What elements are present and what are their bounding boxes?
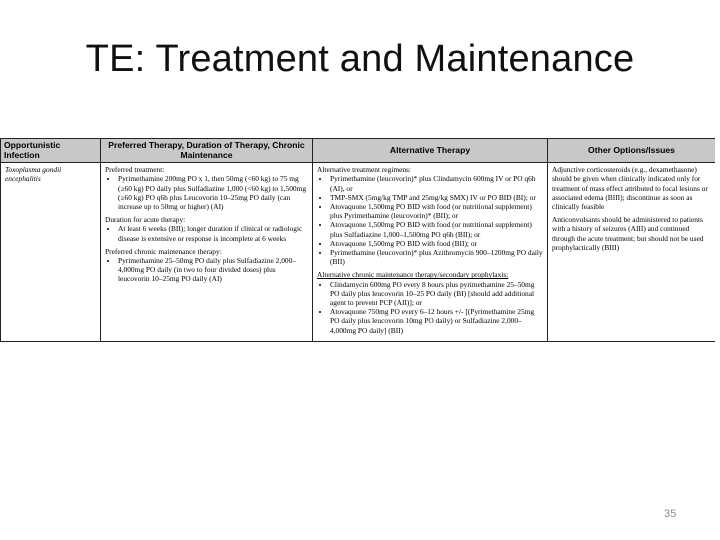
duration-title: Duration for acute therapy: [105, 215, 186, 225]
duration-list [105, 224, 308, 242]
anticonvulsants-note: Anticonvulsants should be administered to patients with a history of seizures (AIII) and continued through the acute treatment; but should not be used prophylactically (BIII) [552, 215, 704, 252]
preferred-treatment-title: Preferred treatment: [105, 165, 165, 175]
alternative-treatment-list [317, 174, 543, 266]
header-alternative-therapy: Alternative Therapy [313, 139, 548, 163]
corticosteroids-note: Adjunctive corticosteroids (e.g., dexamethasone) should be given when clinically indicated only for treatment of mass effect attributed to focal lesions or associated edema (BIII); discontinue as soon as clinically feasible [552, 165, 708, 211]
alternative-chronic-title: Alternative chronic maintenance therapy/secondary prophylaxis: [317, 270, 509, 280]
therapy-table-image [0, 138, 715, 396]
other-options-cell [548, 163, 716, 342]
preferred-therapy-cell [101, 163, 313, 342]
therapy-table [0, 138, 715, 342]
header-preferred-therapy: Preferred Therapy, Duration of Therapy, Chronic Maintenance [101, 139, 313, 163]
list-item: • Pyrimethamine (leucovorin)* plus Clindamycin 600mg IV or PO q6h (AI), or [330, 174, 543, 192]
header-other-options: Other Options/Issues [548, 139, 716, 163]
list-item: • At least 6 weeks (BII); longer duration if clinical or radiologic disease is extensive or response is incomplete at 6 weeks [118, 224, 308, 242]
alternative-therapy-cell [313, 163, 548, 342]
table-header-row [1, 139, 716, 163]
alternative-chronic-list [317, 280, 543, 335]
preferred-chronic-title: Preferred chronic maintenance therapy: [105, 246, 222, 256]
list-item: • Atovaquone 1,500mg PO BID with food (or nutritional supplement) plus Sulfadiazine 1,000–1,500mg PO q6h (BII); or [330, 220, 543, 238]
list-item: • Pyrimethamine 25–50mg PO daily plus Sulfadiazine 2,000–4,000mg PO daily (in two to four divided doses) plus leucovorin 10–25mg PO daily (AI) [118, 256, 308, 284]
preferred-chronic-list [105, 256, 308, 284]
preferred-treatment-list [105, 174, 308, 211]
list-item: • Clindamycin 600mg PO every 8 hours plus pyrimethamine 25–50mg PO daily plus leucovorin 10–25 PO daily (BI) [should add additional agent to prevent PCP (AII)]; or [330, 280, 543, 308]
list-item: • TMP-SMX (5mg/kg TMP and 25mg/kg SMX) IV or PO BID (BI); or [330, 193, 543, 202]
header-opportunistic-infection: Opportunistic Infection [1, 139, 101, 163]
infection-cell [1, 163, 101, 342]
list-item: • Pyrimethamine 200mg PO x 1, then 50mg (<60 kg) to 75 mg (≥60 kg) PO daily plus Sulfadiazine 1,000 (<60 kg) to 1,500mg (≥60 kg) PO q6h plus Leucovorin 10–25mg PO daily (can increase up to 50mg or higher) (AI) [118, 174, 308, 211]
list-item: • Atovaquone 1,500mg PO BID with food (BII); or [330, 239, 543, 248]
list-item: • Atovaquone 1,500mg PO BID with food (or nutritional supplement) plus Pyrimethamine (leucovorin)* (BII); or [330, 202, 543, 220]
slide-title: TE: Treatment and Maintenance [85, 38, 635, 80]
table-row [1, 163, 716, 342]
infection-name: Toxoplasma gondii encephalitis [5, 165, 62, 184]
list-item: • Atovaquone 750mg PO every 6–12 hours +/- [(Pyrimethamine 25mg PO daily plus leucovorin 10mg PO daily) or Sulfadiazine 2,000–4,000mg PO daily] (BII) [330, 307, 543, 335]
list-item: • Pyrimethamine (leucovorin)* plus Azithromycin 900–1200mg PO daily (BII) [330, 248, 543, 266]
alternative-treatment-title: Alternative treatment regimens: [317, 165, 411, 175]
page-number: 35 [664, 508, 677, 520]
